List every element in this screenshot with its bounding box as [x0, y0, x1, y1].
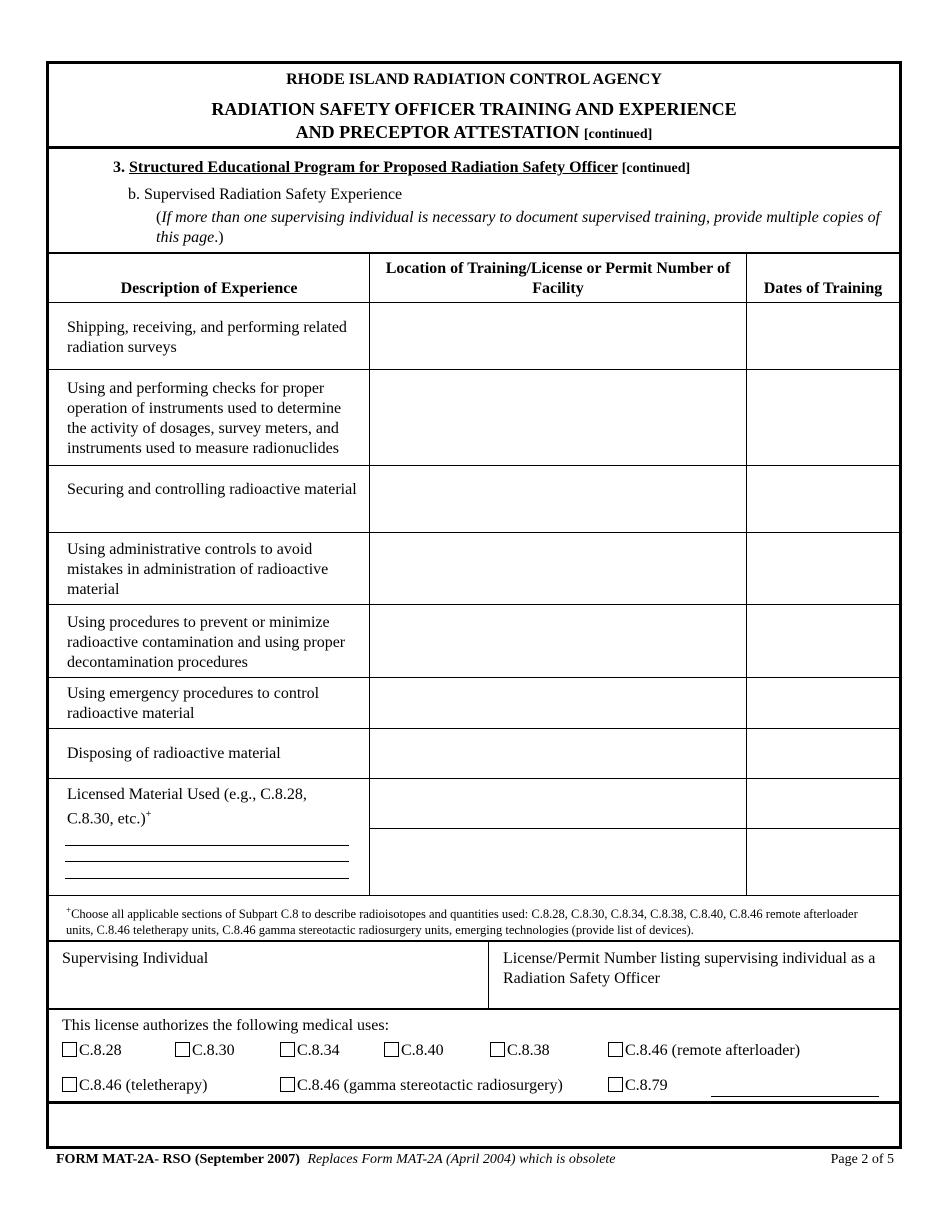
checkbox-label: C.8.46 (teletherapy): [79, 1077, 208, 1094]
experience-row-5: Using procedures to prevent or minimize radioactive contamination and using proper decontamination procedures: [67, 614, 346, 671]
checkbox-label: C.8.46 (gamma stereotactic radiosurgery): [297, 1077, 563, 1094]
row-border: [49, 369, 899, 370]
licensed-material-line-1[interactable]: [65, 845, 349, 846]
checkbox-box[interactable]: [175, 1042, 190, 1057]
table-col-divider-2: [746, 253, 747, 896]
header-location: Location of Training/License or Permit Number of Facility: [385, 260, 731, 297]
section-number: 3.: [113, 159, 125, 176]
footnote: [66, 902, 874, 938]
agency-name: RHODE ISLAND RADIATION CONTROL AGENCY: [286, 71, 662, 88]
medical-uses-border: [49, 1101, 899, 1104]
row-border: [49, 778, 899, 779]
checkbox-label: C.8.34: [297, 1042, 340, 1059]
experience-row-4: Using administrative controls to avoid mistakes in administration of radioactive material: [67, 541, 329, 598]
checkbox-label: C.8.46 (remote afterloader): [625, 1042, 801, 1059]
checkbox-box[interactable]: [280, 1077, 295, 1092]
checkbox-c846-remote-afterloader[interactable]: [608, 1041, 800, 1061]
checkbox-box[interactable]: [384, 1042, 399, 1057]
form-replaces: Replaces Form MAT-2A (April 2004) which is obsolete: [307, 1152, 616, 1167]
section-title: Structured Educational Program for Proposed Radiation Safety Officer: [129, 159, 618, 176]
licensed-material-superscript: +: [145, 809, 152, 820]
experience-row-3: Securing and controlling radioactive material: [67, 481, 357, 498]
checkbox-c834[interactable]: [280, 1041, 340, 1061]
note-text: If more than one supervising individual is necessary to document supervised training, provide multiple copies of this page: [156, 209, 881, 246]
supervisor-border: [49, 1008, 899, 1010]
title-continued: [continued]: [583, 127, 653, 142]
checkbox-box[interactable]: [62, 1042, 77, 1057]
other-use-blank-line[interactable]: [711, 1096, 879, 1097]
checkbox-box[interactable]: [608, 1077, 623, 1092]
footnote-border: [49, 940, 899, 942]
note-close: .): [214, 229, 224, 246]
checkbox-box[interactable]: [490, 1042, 505, 1057]
table-col-divider-1: [369, 253, 370, 896]
checkbox-c838[interactable]: [490, 1041, 550, 1061]
header-description: Description of Experience: [120, 280, 298, 297]
checkbox-box[interactable]: [62, 1077, 77, 1092]
form-id: FORM MAT-2A- RSO (September 2007): [56, 1152, 300, 1167]
supervisor-divider: [488, 941, 489, 1008]
checkbox-label: C.8.38: [507, 1042, 550, 1059]
title-line2-text: AND PRECEPTOR ATTESTATION: [295, 122, 580, 142]
header-dates: Dates of Training: [763, 280, 883, 297]
checkbox-label: C.8.30: [192, 1042, 235, 1059]
checkbox-c846-gamma-stereotactic[interactable]: [280, 1076, 563, 1096]
header-divider: [49, 146, 899, 149]
subsection-label: b. Supervised Radiation Safety Experience: [128, 186, 403, 203]
experience-row-6: Using emergency procedures to control radioactive material: [67, 685, 320, 722]
checkbox-label: C.8.28: [79, 1042, 122, 1059]
row-border: [49, 532, 899, 533]
table-top-border: [49, 252, 899, 254]
licensed-material-line-3[interactable]: [65, 878, 349, 879]
form-footer: [56, 1151, 616, 1169]
checkbox-c879[interactable]: [608, 1076, 668, 1096]
row-border: [49, 465, 899, 466]
row-border: [49, 728, 899, 729]
form-title-line1: RADIATION SAFETY OFFICER TRAINING AND EXPERIENCE: [211, 99, 737, 119]
form-title-line2: [49, 121, 899, 146]
experience-row-2: Using and performing checks for proper operation of instruments used to determine the activity of dosages, survey meters, and instruments used to measure radionuclides: [67, 380, 342, 457]
checkbox-c840[interactable]: [384, 1041, 444, 1061]
row-border: [49, 677, 899, 678]
footnote-marker: +: [66, 905, 72, 915]
licensed-material-label: [67, 785, 337, 829]
licensed-material-subrow-border: [370, 828, 899, 829]
checkbox-label: C.8.79: [625, 1077, 668, 1094]
experience-row-7: Disposing of radioactive material: [67, 745, 281, 762]
checkbox-c828[interactable]: [62, 1041, 122, 1061]
experience-row-1: Shipping, receiving, and performing related radiation surveys: [67, 319, 347, 356]
page-number: Page 2 of 5: [830, 1152, 894, 1167]
checkbox-box[interactable]: [280, 1042, 295, 1057]
checkbox-c846-teletherapy[interactable]: [62, 1076, 207, 1096]
medical-uses-label: This license authorizes the following medical uses:: [62, 1017, 390, 1034]
footnote-text: Choose all applicable sections of Subpart C.8 to describe radioisotopes and quantities used: C.8.28, C.8.30, C.8.34, C.8.38, C.8.40, C.8.46 remote afterloader units, C.8.46 teletherapy units, C.8.46 gamma stereotactic radiosurgery units, emerging technologies (provide list of devices).: [66, 907, 858, 938]
subsection-note: [156, 208, 886, 248]
section-continued: [continued]: [621, 161, 691, 176]
note-open: (: [156, 209, 162, 226]
row-border: [49, 604, 899, 605]
header-row-border: [49, 302, 899, 303]
checkbox-label: C.8.40: [401, 1042, 444, 1059]
licensed-material-line-2[interactable]: [65, 861, 349, 862]
licensed-material-text: Licensed Material Used (e.g., C.8.28, C.8.30, etc.): [67, 786, 307, 828]
checkbox-c830[interactable]: [175, 1041, 235, 1061]
table-bottom-border: [49, 895, 899, 896]
license-permit-label: License/Permit Number listing supervising individual as a Radiation Safety Officer: [503, 950, 876, 987]
checkbox-box[interactable]: [608, 1042, 623, 1057]
section-heading: [113, 158, 690, 179]
supervising-individual-label: Supervising Individual: [62, 950, 209, 967]
